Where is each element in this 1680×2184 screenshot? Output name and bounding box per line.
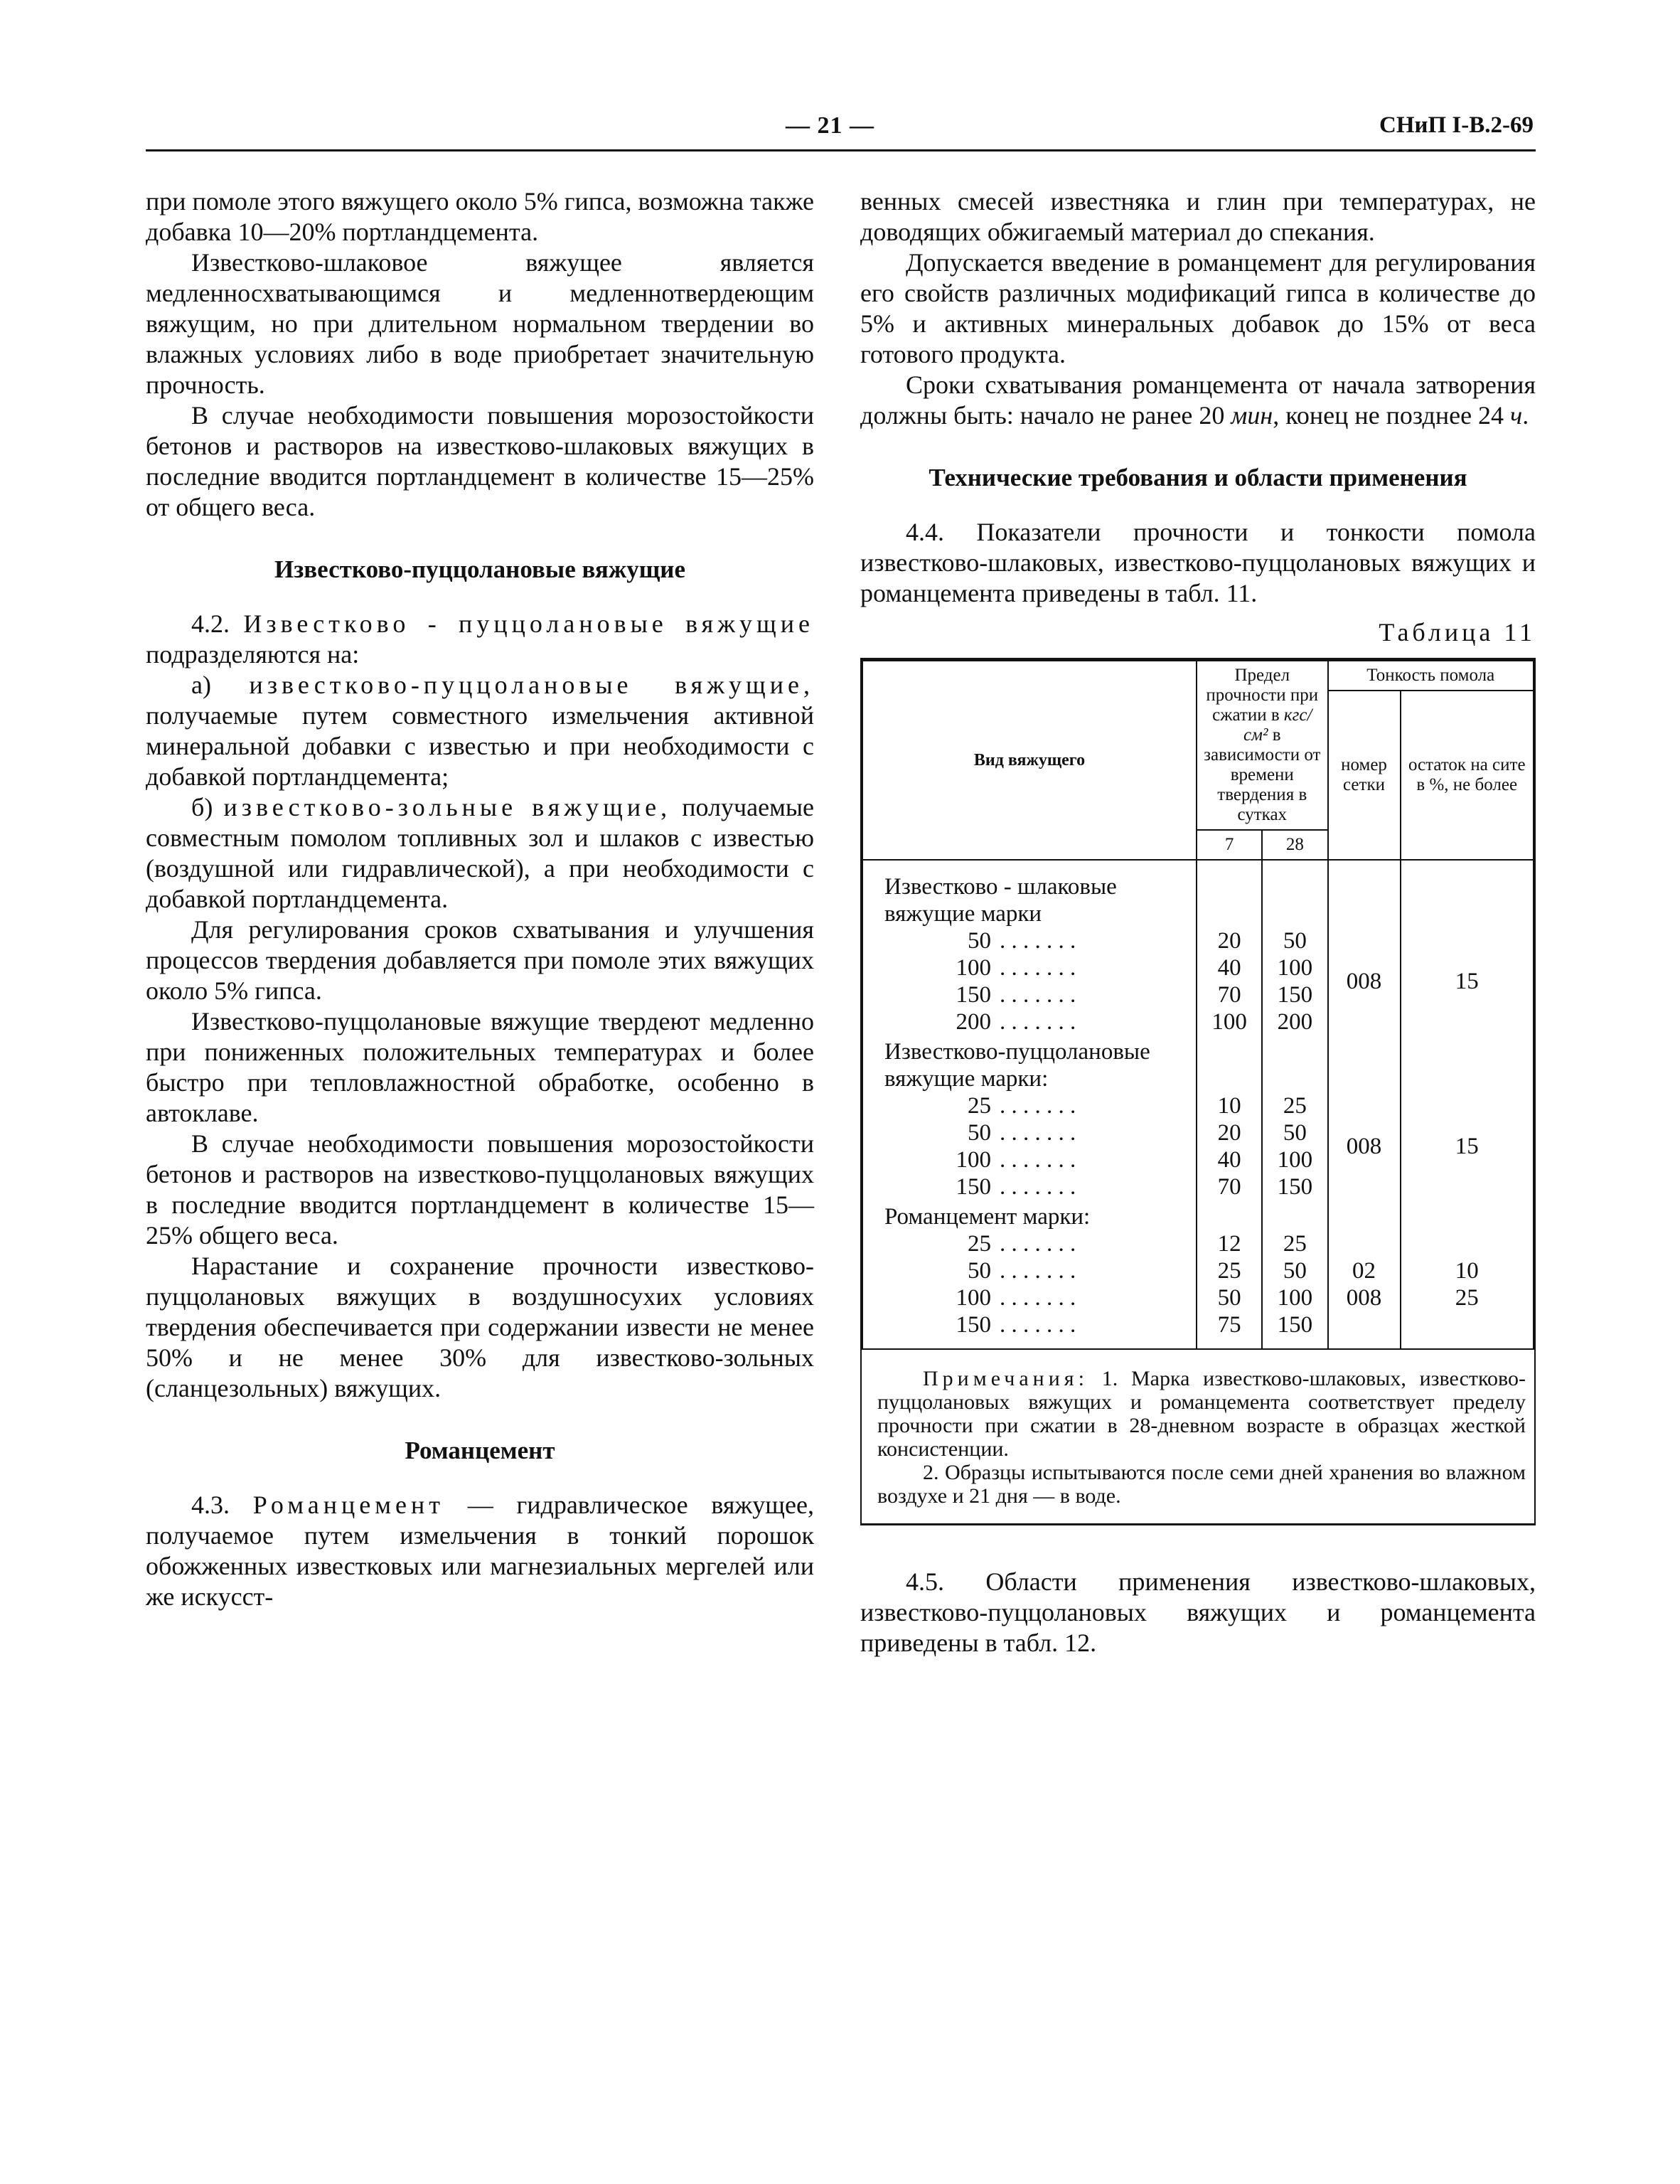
clause-term: Известково - пуццолановые вяжущие [243, 609, 815, 638]
header-residue: остаток на сите в %, не более [1401, 691, 1534, 860]
header-strength [1197, 661, 1328, 830]
leader-dots: . . . . . . . [1000, 1258, 1076, 1284]
paragraph: Известково-пуццолановые вяжущие твердеют медленно при пониженных положительных температурах и более быстро при тепловлажностной обработке, особенно в автоклаве. [146, 1007, 814, 1127]
clause-number: 4.3. [191, 1491, 230, 1519]
strength-7-cell: 10 [1197, 1092, 1262, 1119]
header-day-28: 28 [1262, 830, 1327, 860]
paragraph: при помоле этого вяжущего около 5% гипса, возможна также добавка 10—20% портландцемента. [146, 187, 814, 246]
leader-dots: . . . . . . . [1000, 1174, 1076, 1200]
residue-value: 10 [1455, 1258, 1479, 1284]
residue-value: 25 [1455, 1285, 1479, 1311]
grade-value: 50 [968, 1120, 991, 1146]
grade-cell [862, 981, 1197, 1008]
grade-value: 50 [968, 928, 991, 954]
note-text: 1. Марка известково-шлаковых, известково-пуццолановых вяжущих и романцемента соответствует пределу прочности при сжатии в 28-дневном возрасте в образцах жесткой консистенции. [877, 1367, 1526, 1461]
paragraph: В случае необходимости повышения морозостойкости бетонов и растворов на известково-шлаковых вяжущих в последние вводится портландцемент в количестве 15—25% от общего веса. [146, 401, 814, 521]
paragraph: венных смесей известняка и глин при температурах, не доводящих обжигаемый материал до спекания. [860, 187, 1536, 246]
grade-value: 25 [968, 1231, 991, 1257]
sieve-value: 008 [1346, 1285, 1382, 1311]
document-code: СНиП I-В.2-69 [1379, 112, 1534, 138]
text-run: Сроки схватывания романцемента от начала затворения должны быть: начало не ранее 20 [860, 371, 1536, 430]
strength-7-cell: 12 [1197, 1230, 1262, 1257]
unit-minutes: мин [1231, 401, 1273, 430]
paragraph [860, 370, 1536, 431]
table-group-label-row [862, 1203, 1534, 1230]
grade-cell [862, 954, 1197, 981]
residue-cell [1401, 927, 1534, 1035]
grade-value: 150 [956, 1174, 991, 1200]
paragraph: В случае необходимости повышения морозостойкости бетонов и растворов на известково-пуццолановых вяжущих в последние вводится портландцемент в количестве 15—25% общего веса. [146, 1129, 814, 1250]
strength-28-cell: 100 [1262, 954, 1327, 981]
leader-dots: . . . . . . . [1000, 1093, 1076, 1119]
leader-dots: . . . . . . . [1000, 1120, 1076, 1146]
text-run: , конец не позднее 24 [1273, 401, 1504, 430]
table-11 [860, 658, 1536, 1525]
strength-28-cell: 25 [1262, 1230, 1327, 1257]
paragraph: Известково-шлаковое вяжущее является медленносхватывающимся и медленнотвердеющим вяжущим, но при длительном нормальном твердении во влажных условиях либо в воде приобретает значительную прочность. [146, 248, 814, 399]
strength-28-cell: 25 [1262, 1092, 1327, 1119]
clause-4-2 [146, 609, 814, 670]
strength-28-cell: 50 [1262, 927, 1327, 954]
grade-value: 50 [968, 1258, 991, 1284]
table-spacer-row [862, 860, 1534, 873]
leader-dots: . . . . . . . [1000, 955, 1076, 981]
strength-7-cell: 75 [1197, 1311, 1262, 1338]
sieve-cell [1328, 927, 1401, 1035]
grade-value: 25 [968, 1093, 991, 1119]
item-term: известково-пуццолановые вяжущие, [249, 671, 814, 699]
table-notes [862, 1348, 1534, 1523]
leader-dots: . . . . . . . [1000, 1285, 1076, 1311]
table-row [862, 1092, 1534, 1119]
table-spacer-row [862, 1338, 1534, 1348]
header-kind: Вид вяжущего [862, 661, 1197, 860]
clause-4-4: 4.4. Показатели прочности и тонкости помола известково-шлаковых, известково-пуццолановых вяжущих и романцемента приведены в табл. 11. [860, 518, 1536, 607]
item-term: известково-зольные вяжущие, [223, 793, 672, 821]
header-rule [146, 149, 1536, 151]
paragraph: Для регулирования сроков схватывания и улучшения процессов твердения добавляется при помоле этих вяжущих около 5% гипса. [146, 915, 814, 1005]
header-text: в зависимости от времени твердения в сутках [1204, 725, 1321, 824]
sieve-cell [1328, 1092, 1401, 1200]
item-label: б) [191, 793, 213, 821]
leader-dots: . . . . . . . [1000, 1312, 1076, 1338]
strength-7-cell: 70 [1197, 981, 1262, 1008]
residue-value: 15 [1455, 969, 1479, 994]
table-row [862, 927, 1534, 954]
clause-item-b [146, 792, 814, 915]
residue-cell [1401, 1230, 1534, 1338]
grade-value: 200 [956, 1009, 991, 1035]
header-day-7: 7 [1197, 830, 1262, 860]
grade-value: 150 [956, 1312, 991, 1338]
residue-cell [1401, 1092, 1534, 1200]
left-column [146, 186, 814, 1612]
grade-value: 100 [956, 955, 991, 981]
clause-text: — гидравлическое вяжущее, получаемое путем измельчения в тонкий порошок обожженных известковых или магнезиальных мергелей или же искусст- [146, 1491, 814, 1611]
clause-text: подразделяются на: [146, 640, 360, 668]
strength-7-cell: 40 [1197, 1146, 1262, 1173]
group-label: Романцемент марки: [862, 1203, 1197, 1230]
strength-28-cell: 100 [1262, 1284, 1327, 1311]
clause-4-5: 4.5. Области применения известково-шлаковых, известково-пуццолановых вяжущих и романцемента приведены в табл. 12. [860, 1567, 1536, 1657]
strength-28-cell: 150 [1262, 981, 1327, 1008]
clause-number: 4.2. [191, 609, 230, 638]
grade-value: 150 [956, 982, 991, 1008]
page-number: — 21 — [786, 112, 874, 139]
header-fineness: Тонкость помола [1328, 661, 1534, 691]
strength-28-cell: 200 [1262, 1008, 1327, 1035]
grade-cell [862, 1284, 1197, 1311]
leader-dots: . . . . . . . [1000, 1147, 1076, 1173]
text-run: . [1522, 401, 1529, 430]
clause-4-3 [146, 1490, 814, 1612]
strength-7-cell: 25 [1197, 1257, 1262, 1284]
right-column [860, 186, 1536, 1658]
leader-dots: . . . . . . . [1000, 1009, 1076, 1035]
strength-28-cell: 50 [1262, 1257, 1327, 1284]
header-text: Предел прочности при сжатии в [1206, 666, 1319, 725]
note-1 [877, 1367, 1526, 1461]
section-title-romancement: Романцемент [405, 1437, 555, 1464]
strength-28-cell: 50 [1262, 1119, 1327, 1146]
strength-28-cell: 150 [1262, 1311, 1327, 1338]
item-text: получаемые совместным помолом топливных зол и шлаков с известью (воздушной или гидравлической), а при необходимости с добавкой портландцемента. [146, 793, 815, 913]
table-group-label-row [862, 1038, 1534, 1092]
strength-7-cell: 40 [1197, 954, 1262, 981]
table-caption: Таблица 11 [1379, 618, 1536, 646]
unit-hours: ч [1510, 401, 1523, 430]
strength-7-cell: 20 [1197, 927, 1262, 954]
group-label: Известково - шлаковые вяжущие марки [862, 873, 1197, 927]
item-label: а) [191, 671, 211, 699]
group-label: Известково-пуццолановые вяжущие марки: [862, 1038, 1197, 1092]
grade-value: 100 [956, 1285, 991, 1311]
paragraph: Нарастание и сохранение прочности известково-пуццолановых вяжущих в воздушносухих условиях твердения обеспечивается при содержании извести не менее 50% и не менее 30% для известково-зольных (сланцезольных) вяжущих. [146, 1252, 814, 1402]
leader-dots: . . . . . . . [1000, 982, 1076, 1008]
grade-cell [862, 1119, 1197, 1146]
grade-value: 100 [956, 1147, 991, 1173]
item-text: получаемые путем совместного измельчения активной минеральной добавки с известью и при необходимости с добавкой портландцемента; [146, 701, 814, 791]
leader-dots: . . . . . . . [1000, 1231, 1076, 1257]
grade-cell [862, 1092, 1197, 1119]
section-title-pozzolanic: Известково-пуццолановые вяжущие [274, 555, 685, 583]
clause-item-a [146, 670, 814, 792]
section-title-technical: Технические требования и области применения [929, 464, 1467, 491]
header-sieve: номер сетки [1328, 691, 1401, 860]
sieve-value: 02 [1352, 1258, 1376, 1284]
sieve-value: 008 [1346, 969, 1382, 994]
grade-cell [862, 1146, 1197, 1173]
strength-7-cell: 50 [1197, 1284, 1262, 1311]
grade-cell [862, 1257, 1197, 1284]
strength-7-cell: 20 [1197, 1119, 1262, 1146]
table-group-label-row [862, 873, 1534, 927]
table-row [862, 1230, 1534, 1257]
strength-28-cell: 100 [1262, 1146, 1327, 1173]
strength-7-cell: 70 [1197, 1173, 1262, 1200]
grade-cell [862, 1230, 1197, 1257]
paragraph: Допускается введение в романцемент для регулирования его свойств различных модификаций гипса в количестве до 5% и активных минеральных добавок до 15% от веса готового продукта. [860, 248, 1536, 368]
note-2: 2. Образцы испытываются после семи дней хранения во влажном воздухе и 21 дня — в воде. [877, 1461, 1526, 1508]
strength-28-cell: 150 [1262, 1173, 1327, 1200]
strength-7-cell: 100 [1197, 1008, 1262, 1035]
leader-dots: . . . . . . . [1000, 928, 1076, 954]
header-unit: кгс/см² [1243, 705, 1312, 745]
sieve-value: 008 [1346, 1134, 1382, 1159]
clause-term: Романцемент [252, 1491, 444, 1519]
notes-label: Примечания: [923, 1367, 1088, 1390]
residue-value: 15 [1455, 1134, 1479, 1159]
sieve-cell [1328, 1230, 1401, 1338]
grade-cell [862, 927, 1197, 954]
